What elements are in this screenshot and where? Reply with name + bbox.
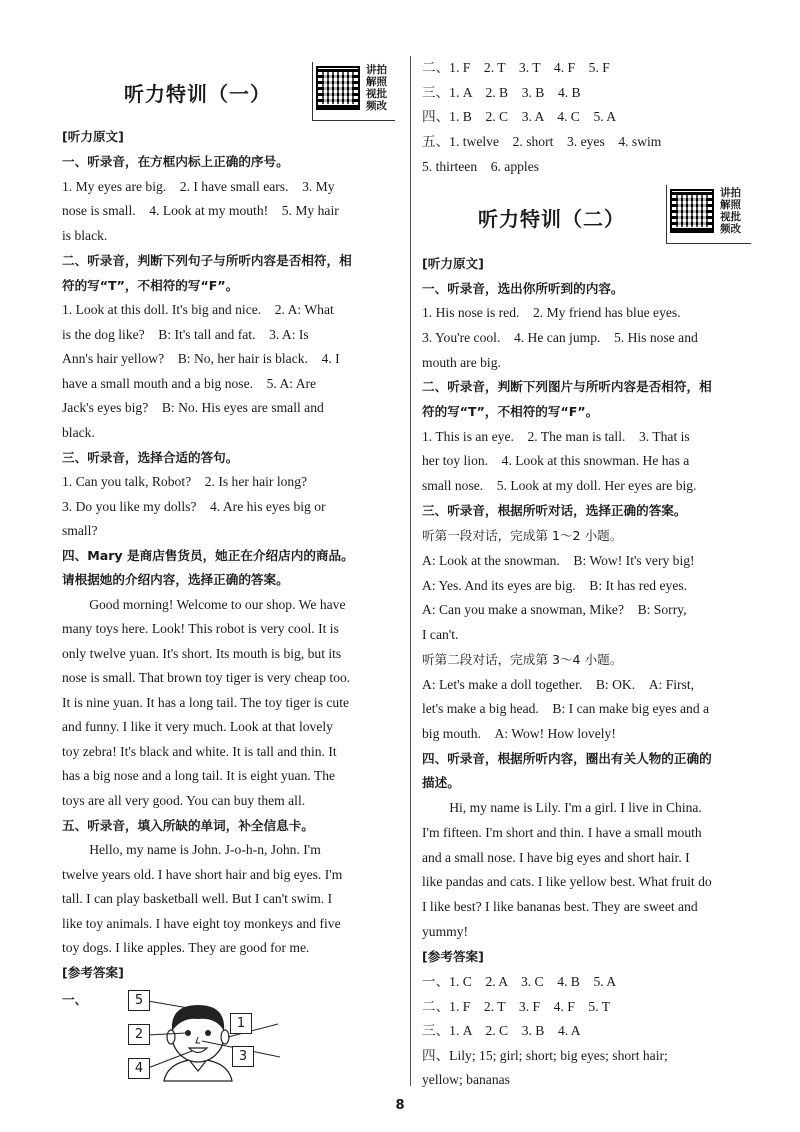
qr-caption: 讲拍解照视批频改 [366, 64, 387, 112]
text-line: I can't. [422, 627, 459, 642]
text-line: toy dogs. I like apples. They are good for me. [62, 940, 310, 955]
text-line: nose is small. That brown toy tiger is very cheap too. [62, 670, 351, 685]
text-line: only twelve yuan. It's short. Its mouth is big, but its [62, 646, 342, 661]
text-line: is the dog like? B: It's tall and fat. 3. A: Is [62, 327, 309, 342]
text-line: 3. Do you like my dolls? 4. Are his eyes big or [62, 499, 326, 514]
answer-line: 四、Lily; 15; girl; short; big eyes; short hair; [422, 1048, 668, 1063]
text-line: A: Yes. And its eyes are big. B: It has red eyes. [422, 578, 688, 593]
section-title: 听力特训（一） [124, 82, 271, 106]
answer-box: 5 [128, 990, 150, 1011]
section-heading: 描述。 [422, 775, 460, 790]
text-line: A: Look at the snowman. B: Wow! It's very big! [422, 553, 695, 568]
answer-line: 四、1. B 2. C 3. A 4. C 5. A [422, 109, 617, 124]
text-line: 1. His nose is red. 2. My friend has blue eyes. [422, 305, 681, 320]
answer-box: 4 [128, 1058, 150, 1079]
answer-prefix: 一、 [62, 992, 88, 1007]
text-line: A: Can you make a snowman, Mike? B: Sorry, [422, 602, 687, 617]
answer-line: yellow; bananas [422, 1072, 510, 1087]
text-line: is black. [62, 228, 108, 243]
text-line: have a small mouth and a big nose. 5. A: Are [62, 376, 317, 391]
text-line: her toy lion. 4. Look at this snowman. He has a [422, 453, 690, 468]
text-line: tall. I can play basketball well. But I can't swim. I [62, 891, 333, 906]
text-line: small nose. 5. Look at my doll. Her eyes are big. [422, 478, 697, 493]
answer-header: [参考答案] [62, 965, 124, 980]
text-line: twelve years old. I have short hair and big eyes. I'm [62, 867, 343, 882]
text-line: small? [62, 523, 98, 538]
qr-code-icon [316, 66, 360, 110]
answer-line: 三、1. A 2. B 3. B 4. B [422, 85, 581, 100]
answer-line: 五、1. twelve 2. short 3. eyes 4. swim [422, 134, 662, 149]
answer-box: 1 [230, 1013, 252, 1034]
section-heading: 二、听录音，判断下列句子与所听内容是否相符，相 [62, 253, 352, 268]
text-line: toys are all very good. You can buy them all. [62, 793, 306, 808]
answer-header: [参考答案] [422, 949, 484, 964]
section-heading: 四、Mary 是商店售货员，她正在介绍店内的商品。 [62, 548, 354, 563]
text-line: let's make a big head. B: I can make big eyes and a [422, 701, 710, 716]
text-line: like toy animals. I have eight toy monkeys and five [62, 916, 341, 931]
section-heading: 符的写“T”，不相符的写“F”。 [62, 278, 239, 293]
text-line: many toys here. Look! This robot is very cool. It is [62, 621, 339, 636]
answer-line: 二、1. F 2. T 3. F 4. F 5. T [422, 999, 611, 1014]
text-line: like pandas and cats. I like yellow best. What fruit do [422, 874, 712, 889]
text-line: Jack's eyes big? B: No. His eyes are small and [62, 400, 324, 415]
listening-header: [听力原文] [62, 129, 124, 144]
text-line: yummy! [422, 924, 469, 939]
section-heading: 三、听录音，根据所听对话，选择正确的答案。 [422, 503, 687, 518]
answer-line: 三、1. A 2. C 3. B 4. A [422, 1023, 581, 1038]
qr-code-icon [670, 189, 714, 233]
text-line: 1. My eyes are big. 2. I have small ears. 3. My [62, 179, 335, 194]
text-line: Hello, my name is John. J-o-h-n, John. I'm [89, 842, 321, 857]
text-line: 1. Can you talk, Robot? 2. Is her hair long? [62, 474, 308, 489]
text-line: has a big nose and a long tail. It is eight yuan. The [62, 768, 336, 783]
text-line: toy zebra! It's black and white. It is tall and thin. It [62, 744, 337, 759]
text-line: 3. You're cool. 4. He can jump. 5. His nose and [422, 330, 698, 345]
qr-caption: 讲拍解照视批频改 [720, 187, 741, 235]
text-line: I like best? I like bananas best. They are sweet and [422, 899, 698, 914]
text-line: mouth are big. [422, 355, 501, 370]
section-heading: 二、听录音，判断下列图片与所听内容是否相符，相 [422, 379, 712, 394]
answer-line: 二、1. F 2. T 3. T 4. F 5. F [422, 60, 610, 75]
sub-heading: 听第二段对话，完成第 3～4 小题。 [422, 652, 623, 667]
section-heading: 一、听录音，在方框内标上正确的序号。 [62, 154, 289, 169]
section-heading: 三、听录音，选择合适的答句。 [62, 450, 239, 465]
answer-line: 5. thirteen 6. apples [422, 159, 540, 174]
text-line: big mouth. A: Wow! How lovely! [422, 726, 616, 741]
section-heading: 请根据她的介绍内容，选择正确的答案。 [62, 572, 289, 587]
section-heading: 符的写“T”，不相符的写“F”。 [422, 404, 599, 419]
text-line: and funny. I like it very much. Look at that lovely [62, 719, 333, 734]
section-heading: 四、听录音，根据所听内容，圈出有关人物的正确的 [422, 751, 712, 766]
text-line: Good morning! Welcome to our shop. We have [89, 597, 346, 612]
answer-box: 3 [232, 1046, 254, 1067]
section-title: 听力特训（二） [478, 207, 625, 231]
text-line: Ann's hair yellow? B: No, her hair is black. 4. I [62, 351, 340, 366]
column-divider [410, 56, 411, 1086]
answer-box: 2 [128, 1024, 150, 1045]
listening-header: [听力原文] [422, 256, 484, 271]
text-line: nose is small. 4. Look at my mouth! 5. My hair [62, 203, 339, 218]
text-line: I'm fifteen. I'm short and thin. I have a small mouth [422, 825, 702, 840]
text-line: black. [62, 425, 95, 440]
page-number: 8 [395, 1098, 405, 1113]
answer-line: 一、1. C 2. A 3. C 4. B 5. A [422, 974, 617, 989]
text-line: 1. This is an eye. 2. The man is tall. 3. That is [422, 429, 690, 444]
sub-heading: 听第一段对话，完成第 1～2 小题。 [422, 528, 623, 543]
section-heading: 一、听录音，选出你所听到的内容。 [422, 281, 624, 296]
text-line: 1. Look at this doll. It's big and nice. 2. A: What [62, 302, 334, 317]
text-line: A: Let's make a doll together. B: OK. A: First, [422, 677, 695, 692]
text-line: and a small nose. I have big eyes and short hair. I [422, 850, 690, 865]
section-heading: 五、听录音，填入所缺的单词，补全信息卡。 [62, 818, 314, 833]
text-line: It is nine yuan. It has a long tail. The toy tiger is cute [62, 695, 350, 710]
text-line: Hi, my name is Lily. I'm a girl. I live in China. [449, 800, 702, 815]
